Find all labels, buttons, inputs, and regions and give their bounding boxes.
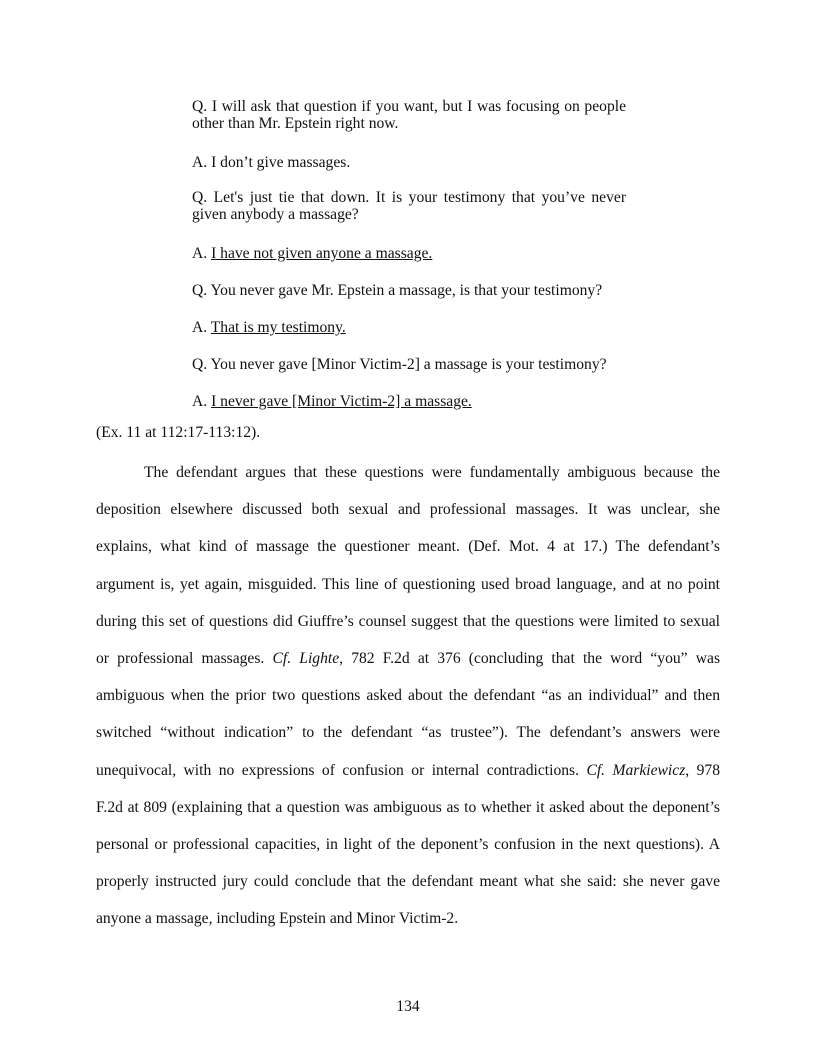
question [192, 98, 626, 132]
text-segment: F.2d at 809 (explaining that a question was ambiguous as to whether it asked about the deponent’s [96, 798, 720, 816]
testimony-text: I don’t give massages. [211, 154, 351, 171]
testimony-text: You never gave [Minor Victim-2] a massage is your testimony? [210, 356, 607, 373]
text-line [96, 576, 720, 594]
text-segment: anyone a massage, including Epstein and Minor Victim-2. [96, 910, 459, 928]
text-line [96, 538, 720, 556]
text-segment: explains, what kind of massage the questioner meant. (Def. Mot. 4 at 17.) The defendant’s [96, 538, 720, 556]
question [192, 282, 626, 299]
text-line [96, 687, 720, 705]
exhibit-citation: (Ex. 11 at 112:17-113:12). [96, 424, 261, 441]
question [192, 356, 626, 373]
speaker-label: A. [192, 393, 212, 410]
text-segment: unequivocal, with no expressions of confusion or internal contradictions. [96, 761, 587, 779]
text-segment: or professional massages. [96, 650, 273, 667]
text-line [96, 650, 720, 668]
text-line [96, 613, 720, 631]
text-segment: deposition elsewhere discussed both sexual and professional massages. It was unclear, she [96, 501, 720, 519]
case-name: Cf. Lighte [272, 650, 340, 667]
testimony-text: You never gave Mr. Epstein a massage, is that your testimony? [210, 282, 603, 299]
text-segment: during this set of questions did Giuffre’s counsel suggest that the questions were limited to sexual [96, 612, 720, 630]
text-segment: ambiguous when the prior two questions asked about the defendant “as an individual” and then [96, 687, 720, 705]
case-name: Cf. Markiewicz [586, 761, 686, 779]
speaker-label: A. [192, 319, 211, 336]
speaker-label: Q. [192, 356, 211, 373]
text-segment: The defendant argues that these questions were fundamentally ambiguous because the [144, 464, 720, 481]
text-line [144, 464, 720, 482]
answer [192, 393, 626, 410]
page-number: 134 [396, 998, 420, 1015]
answer [192, 154, 626, 171]
text-segment: personal or professional capacities, in light of the deponent’s confusion in the next questions). A [96, 836, 720, 853]
testimony-text: I never gave [Minor Victim-2] a massage. [211, 393, 472, 410]
testimony-text: That is my testimony. [210, 319, 346, 336]
text-segment: , 782 F.2d at 376 (concluding that the word “you” was [339, 650, 721, 667]
testimony-text: I have not given anyone a massage. [211, 245, 433, 262]
text-segment: switched “without indication” to the defendant “as trustee”). The defendant’s answers were [96, 724, 720, 742]
text-line [96, 799, 720, 817]
text-segment: properly instructed jury could conclude that the defendant meant what she said: she never gave [96, 873, 720, 891]
text-line [96, 836, 720, 854]
speaker-label: A. [192, 154, 212, 171]
answer [192, 319, 626, 336]
speaker-label: Q. [192, 98, 212, 115]
text-segment: argument is, yet again, misguided. This line of questioning used broad language, and at no point [96, 575, 720, 593]
text-line [96, 873, 720, 891]
text-line [96, 762, 720, 780]
text-line [96, 910, 720, 928]
speaker-label: Q. [192, 282, 211, 299]
answer [192, 245, 626, 262]
testimony-text: Let's just tie that down. It is your testimony that you’ve never given anybody a massage? [192, 189, 627, 223]
speaker-label: Q. [192, 189, 214, 206]
speaker-label: A. [192, 245, 212, 262]
text-segment: , 978 [685, 761, 720, 779]
text-line [96, 724, 720, 742]
question [192, 189, 626, 223]
text-line [96, 501, 720, 519]
testimony-text: I will ask that question if you want, but I was focusing on people other than Mr. Epstein right now. [192, 98, 626, 132]
